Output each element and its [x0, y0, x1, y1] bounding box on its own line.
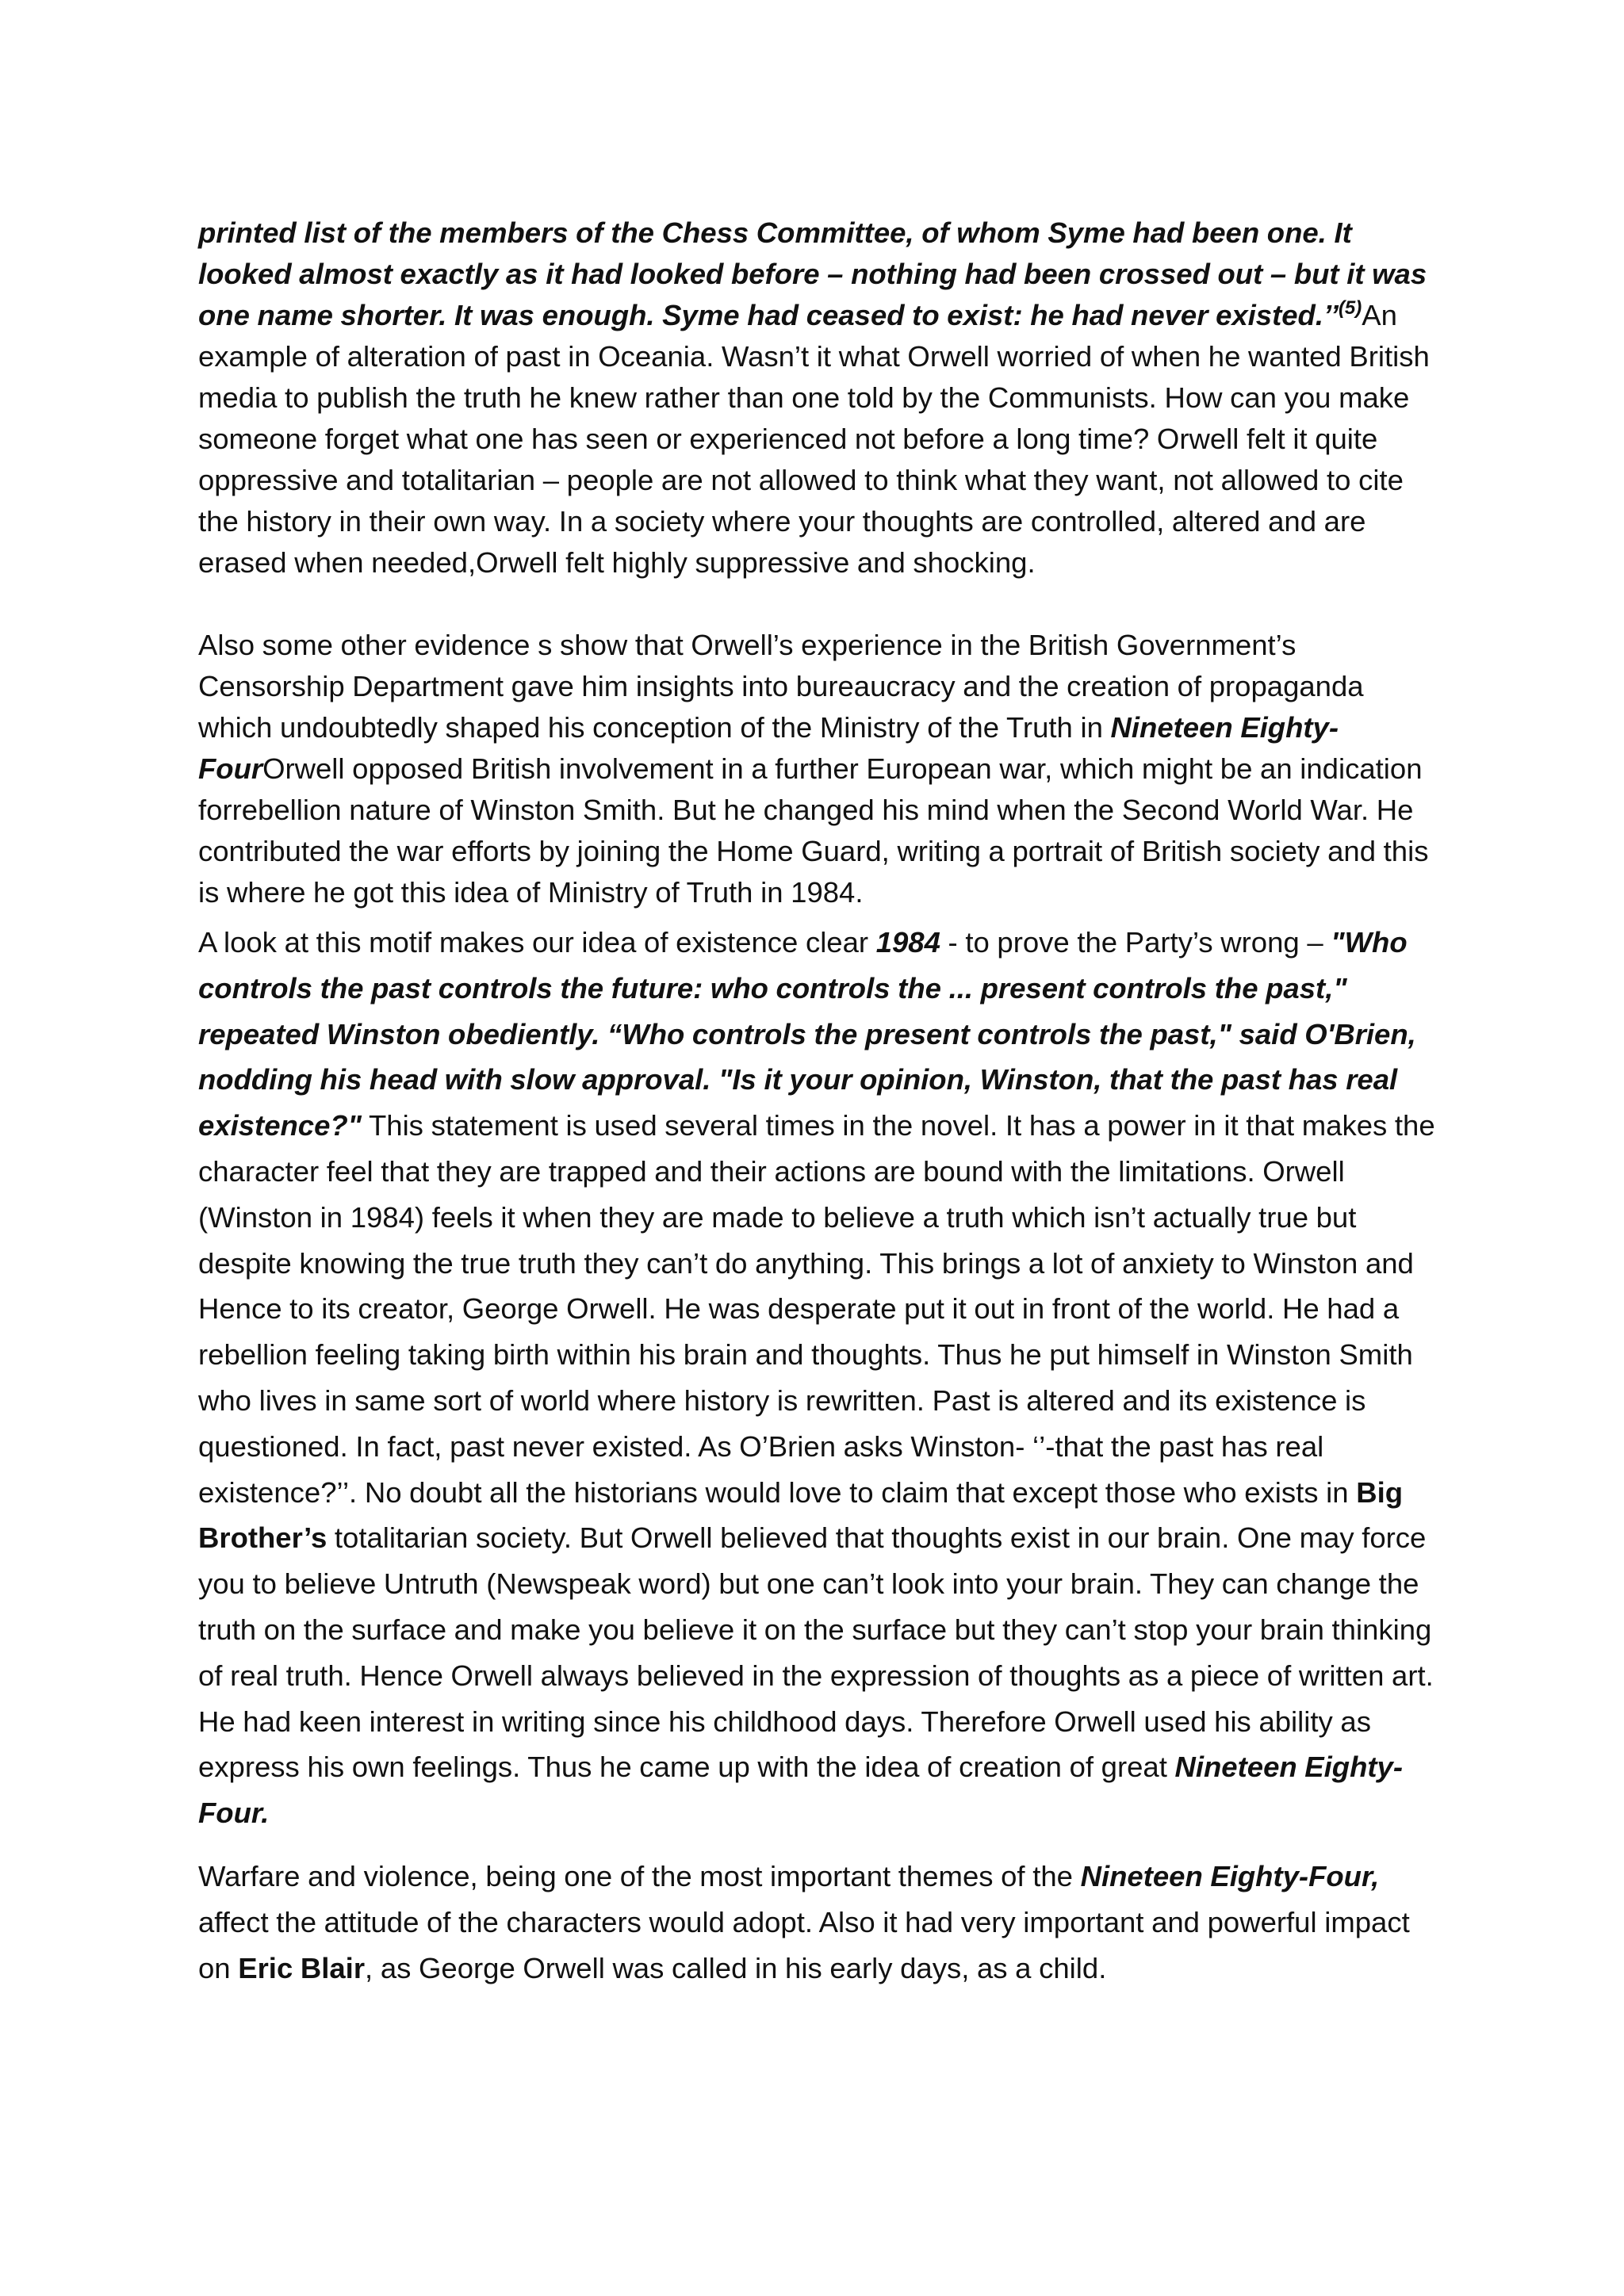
page-body: [198, 212, 1443, 1991]
paragraph-text: This statement is used several times in the novel. It has a power in it that makes the character feel that they are trapped and their actions are bound with the limitations. Orwell (Winston in 1984) feels it when they are made to believe a truth which isn’t actually true but despite knowing the true truth they can’t do anything. This brings a lot of anxiety to Winston and Hence to its creator, George Orwell. He was desperate put it out in front of the world. He had a rebellion feeling taking birth within his brain and thoughts. Thus he put himself in Winston Smith who lives in same sort of world where history is rewritten. Past is altered and its existence is questioned. In fact, past never existed. As O’Brien asks Winston- ‘’-that the past has real existence?’’. No doubt all the historians would love to claim that except those who exists in: [198, 1109, 1435, 1509]
book-title: Nineteen Eighty-Four,: [1080, 1859, 1380, 1892]
paragraph-text: An example of alteration of past in Oceania. Wasn’t it what Orwell worried of when he wanted British media to publish the truth he knew rather than one told by the Communists. How can you make someone forget what one has seen or experienced not before a long time? Orwell felt it quite oppressive and totalitarian – people are not allowed to think what they want, not allowed to cite the history in their own way. In a society where your thoughts are controlled, altered and are erased when needed,Orwell felt highly suppressive and shocking.: [198, 299, 1430, 579]
eric-blair-name: Eric Blair: [238, 1951, 366, 1984]
footnote-marker: (5): [1338, 297, 1362, 319]
year-1984: 1984: [875, 926, 940, 959]
quote-obrien: "Who controls the past controls the future: who controls the ... present controls the past," repeated Winston obediently. “Who controls the present controls the past," said O'Brien, nodding his head with slow approval. "Is it your opinion, Winston, that the past has real existence?": [198, 926, 1416, 1142]
paragraph-warfare: [198, 1854, 1443, 1991]
paragraph-text: A look at this motif makes our idea of existence clear: [198, 926, 876, 959]
paragraph-censorship: [198, 625, 1443, 913]
book-title: Nineteen Eighty-Four: [198, 711, 1339, 785]
paragraph-existence-motif: [198, 920, 1443, 1836]
paragraph-text: totalitarian society. But Orwell believed that thoughts exist in our brain. One may force you to believe Untruth (Newspeak word) but one can’t look into your brain. They can change the truth on the surface and make you believe it on the surface but they can’t stop your brain thinking of real truth. Hence Orwell always believed in the expression of thoughts as a piece of written art. He had keen interest in writing since his childhood days. Therefore Orwell used his ability as express his own feelings. Thus he came up with the idea of creation of great: [198, 1521, 1434, 1784]
paragraph-quote-syme: [198, 212, 1443, 584]
paragraph-text: Warfare and violence, being one of the most important themes of the: [198, 1859, 1081, 1892]
book-title: Nineteen Eighty-Four.: [198, 1751, 1403, 1830]
paragraph-text: Also some other evidence s show that Orwell’s experience in the British Government’s Censorship Department gave him insights into bureaucracy and the creation of propaganda which undoubtedly shaped his conception of the Ministry of the Truth in: [198, 629, 1364, 744]
paragraph-text: Orwell opposed British involvement in a further European war, which might be an indication forrebellion nature of Winston Smith. But he changed his mind when the Second World War. He contributed the war efforts by joining the Home Guard, writing a portrait of British society and this is where he got this idea of Ministry of Truth in 1984.: [198, 752, 1429, 909]
paragraph-text: affect the attitude of the characters would adopt. Also it had very important and powerful impact on: [198, 1905, 1410, 1984]
paragraph-text: , as George Orwell was called in his early days, as a child.: [365, 1951, 1107, 1984]
quote-chess-committee: printed list of the members of the Chess Committee, of whom Syme had been one. It looked almost exactly as it had looked before – nothing had been crossed out – but it was one name shorter. It was enough. Syme had ceased to exist: he had never existed.’’: [198, 216, 1427, 331]
big-brother-name: Big Brother’s: [198, 1475, 1404, 1555]
paragraph-text: - to prove the Party’s wrong –: [940, 926, 1331, 959]
